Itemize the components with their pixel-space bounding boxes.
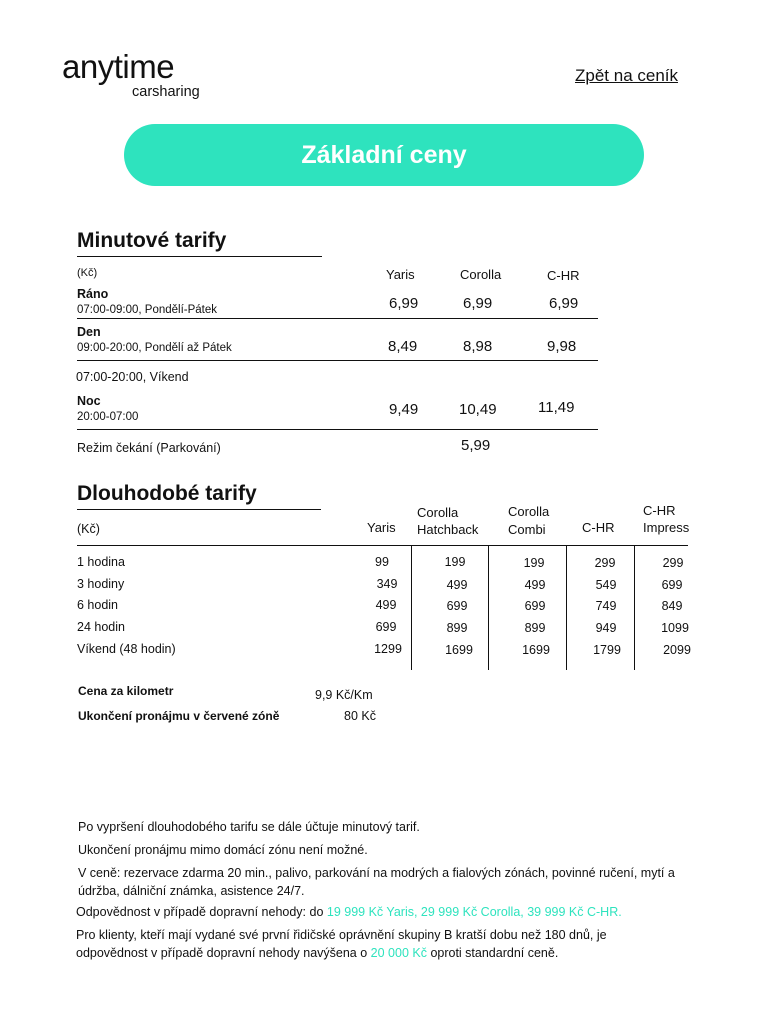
- long-cell: 549: [595, 578, 617, 592]
- long-col-header: Corolla: [417, 505, 459, 520]
- long-cell: 349: [376, 577, 398, 591]
- minute-cell: 9,49: [389, 401, 419, 418]
- note-included: V ceně: rezervace zdarma 20 min., palivo, parkování na modrých a fialových zónách, povinné ručení, mytí a údržba, dálniční známka, asistence 24/7.: [78, 866, 675, 898]
- long-row-label: 6 hodin: [77, 598, 119, 612]
- minute-row-divider: [77, 318, 598, 319]
- long-row-label: 3 hodiny: [77, 577, 125, 591]
- long-cell: 2099: [663, 643, 691, 657]
- long-cell: 1699: [522, 643, 550, 657]
- long-tariffs-title: Dlouhodobé tarify: [77, 482, 257, 505]
- long-cell: 899: [524, 621, 546, 635]
- long-col-header: C-HR: [582, 520, 615, 535]
- minute-cell: 10,49: [459, 401, 497, 418]
- minute-cell: 6,99: [549, 295, 579, 312]
- minute-row-sublabel: 07:00-20:00, Víkend: [76, 370, 189, 384]
- note-new-drivers-text: Pro klienty, kteří mají vydané své první řidičské oprávnění skupiny B kratší dobu než 180 dnů, je odpovědnost v případě dopravní nehody navýšena o: [76, 928, 607, 960]
- note-liability-amounts: 19 999 Kč Yaris, 29 999 Kč Corolla, 39 999 Kč C-HR.: [326, 905, 622, 919]
- long-cell: 1299: [374, 642, 402, 656]
- long-cell: 949: [595, 621, 617, 635]
- note-new-drivers: [76, 926, 676, 962]
- long-cell: 1799: [593, 643, 621, 657]
- minute-row-label: Den: [77, 325, 101, 339]
- long-cell: 699: [375, 620, 397, 634]
- long-col-header: Combi: [508, 522, 546, 537]
- title-banner: [124, 124, 644, 186]
- minute-unit-label: (Kč): [77, 267, 98, 279]
- minute-cell: 8,98: [463, 338, 493, 355]
- long-cell: 699: [524, 599, 546, 613]
- long-col-header: Impress: [643, 520, 690, 535]
- minute-row-sublabel: 20:00-07:00: [77, 411, 139, 423]
- minute-row-divider: [77, 429, 598, 430]
- minute-row-label: Ráno: [77, 287, 109, 301]
- long-row-label: 24 hodin: [77, 620, 125, 634]
- long-row-label: 1 hodina: [77, 555, 125, 569]
- logo-subtitle: carsharing: [132, 84, 200, 100]
- long-row-label: Víkend (48 hodin): [77, 642, 176, 656]
- long-cell: 699: [661, 578, 683, 592]
- long-col-header: Corolla: [508, 504, 550, 519]
- minute-col-chr: C-HR: [547, 268, 580, 283]
- logo-wordmark: anytime: [62, 48, 175, 85]
- long-cell: 849: [661, 599, 683, 613]
- minute-row-divider: [77, 360, 598, 361]
- long-cell: 749: [595, 599, 617, 613]
- long-cell: 899: [446, 621, 468, 635]
- parking-value: 5,99: [461, 437, 491, 454]
- parking-label: Režim čekání (Parkování): [77, 441, 221, 455]
- long-title-underline: [77, 509, 321, 510]
- note-new-drivers-suffix: oproti standardní ceně.: [426, 946, 559, 960]
- banner-title: Základní ceny: [301, 140, 467, 169]
- long-cell: 199: [523, 556, 545, 570]
- long-cell: 199: [444, 555, 466, 569]
- long-col-separator: [566, 546, 567, 670]
- red-zone-value: 80 Kč: [344, 709, 376, 723]
- note-liability-text: Odpovědnost v případě dopravní nehody: do: [76, 905, 327, 919]
- long-cell: 99: [375, 555, 389, 569]
- minute-cell: 6,99: [389, 295, 419, 312]
- minute-row-label: Noc: [77, 394, 101, 408]
- minute-cell: 9,98: [547, 338, 577, 355]
- long-col-header: C-HR: [643, 503, 676, 518]
- minute-row-sublabel: 09:00-20:00, Pondělí až Pátek: [77, 342, 232, 354]
- minute-col-yaris: Yaris: [386, 267, 415, 282]
- long-unit-label: (Kč): [77, 522, 100, 536]
- minute-cell: 11,49: [538, 399, 575, 416]
- long-cell: 699: [446, 599, 468, 613]
- minute-title-underline: [77, 256, 322, 257]
- red-zone-label: Ukončení pronájmu v červené zóně: [78, 709, 280, 723]
- back-to-pricelist-link[interactable]: Zpět na ceník: [575, 66, 679, 85]
- long-cell: 299: [594, 556, 616, 570]
- km-price-value: 9,9 Kč/Km: [315, 688, 373, 702]
- long-col-header: Hatchback: [417, 522, 479, 537]
- long-col-header: Yaris: [367, 520, 396, 535]
- km-price-label: Cena za kilometr: [78, 684, 174, 698]
- note-long-tariff: Po vypršení dlouhodobého tarifu se dále účtuje minutový tarif.: [78, 820, 420, 834]
- note-liability: [76, 903, 716, 921]
- minute-row-sublabel: 07:00-09:00, Pondělí-Pátek: [77, 304, 218, 316]
- long-cell: 499: [375, 598, 397, 612]
- minute-cell: 8,49: [388, 338, 418, 355]
- long-cell: 499: [524, 578, 546, 592]
- minute-cell: 6,99: [463, 295, 493, 312]
- long-cell: 1699: [445, 643, 473, 657]
- long-cell: 1099: [661, 621, 689, 635]
- minute-col-corolla: Corolla: [460, 267, 502, 282]
- long-header-divider: [77, 545, 688, 546]
- long-cell: 499: [446, 578, 468, 592]
- note-new-drivers-amount: 20 000 Kč: [370, 946, 427, 960]
- minute-tariffs-title: Minutové tarify: [77, 229, 227, 252]
- note-home-zone: Ukončení pronájmu mimo domácí zónu není možné.: [78, 843, 368, 857]
- long-cell: 299: [662, 556, 684, 570]
